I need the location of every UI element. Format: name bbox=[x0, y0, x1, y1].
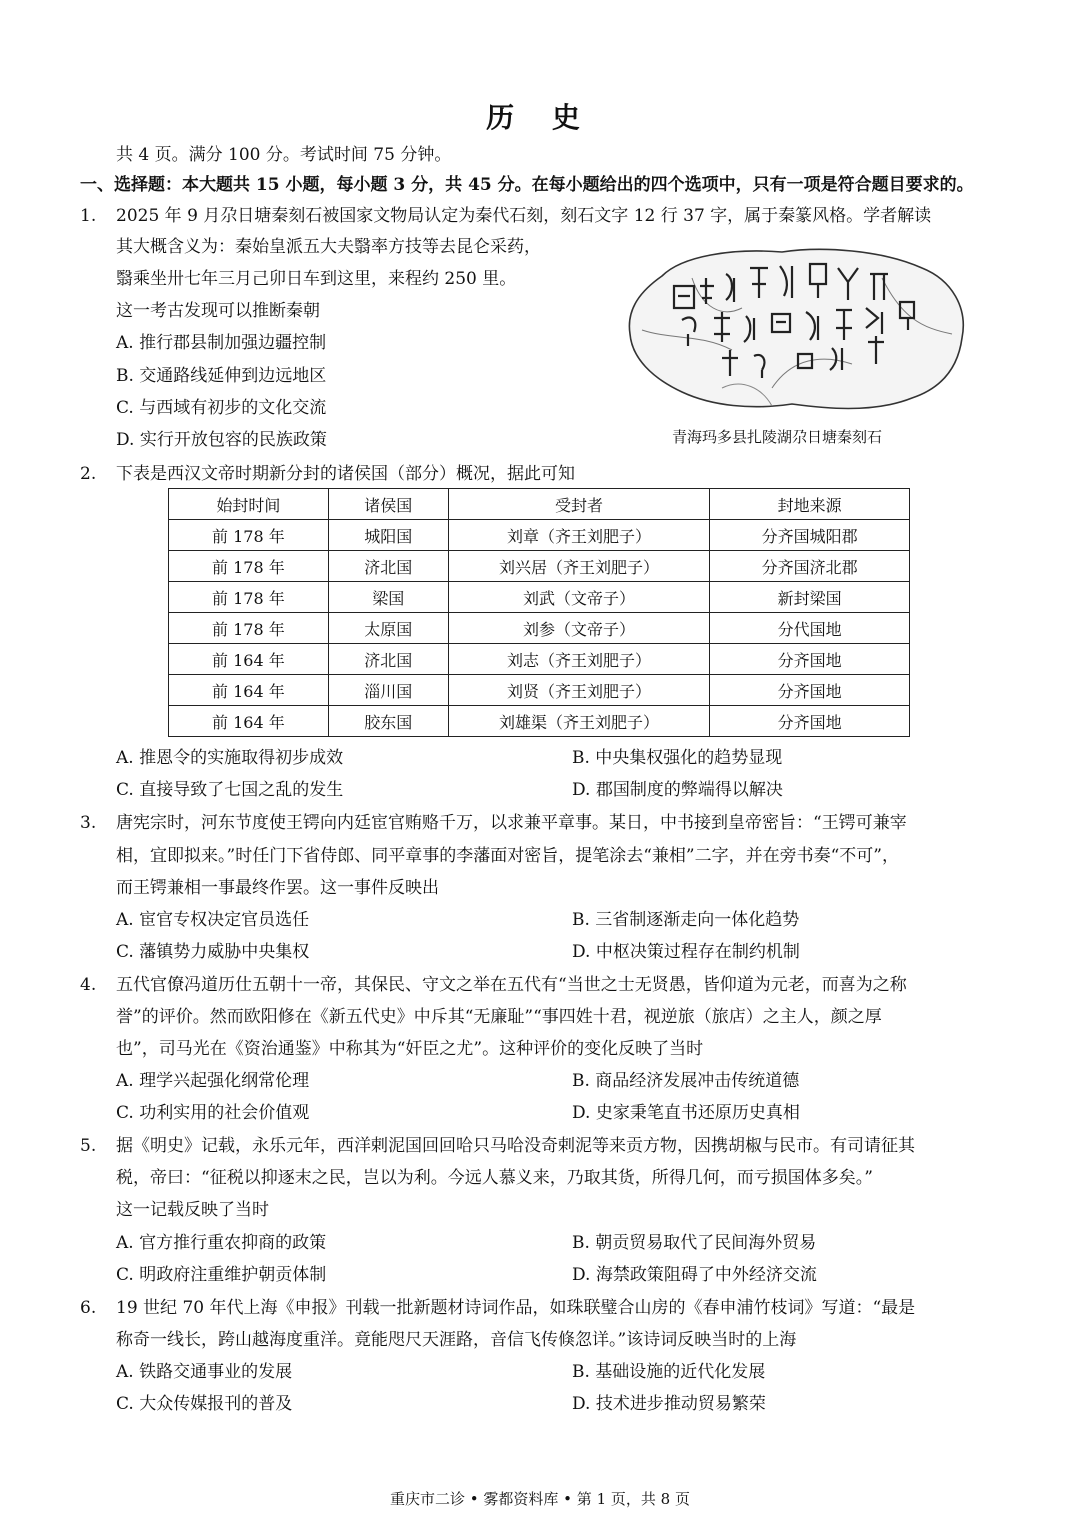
table-cell: 刘贤（齐王刘肥子） bbox=[448, 675, 710, 706]
q1-stem-line: 2025 年 9 月尕日塘秦刻石被国家文物局认定为秦代石刻，刻石文字 12 行 37 字，属于秦篆风格。学者解读 bbox=[116, 206, 932, 226]
table-cell: 城阳国 bbox=[328, 520, 448, 551]
question-number: 3. bbox=[80, 813, 97, 833]
table-cell: 刘志（齐王刘肥子） bbox=[448, 644, 710, 675]
q3-stem-line: 而王锷兼相一事最终作罢。这一事件反映出 bbox=[116, 878, 439, 898]
table-header-cell: 诸侯国 bbox=[328, 489, 448, 520]
table-cell: 分代国地 bbox=[710, 613, 910, 644]
question-number: 4. bbox=[80, 975, 97, 995]
question-number: 5. bbox=[80, 1136, 97, 1156]
q5-option-c[interactable]: C. 明政府注重维护朝贡体制 bbox=[116, 1265, 327, 1285]
q1-option-d[interactable]: D. 实行开放包容的民族政策 bbox=[116, 430, 327, 450]
q6-stem-line: 称奇一线长，跨山越海度重洋。竟能咫尺天涯路，音信飞传倏忽详。”该诗词反映当时的上海 bbox=[116, 1330, 797, 1350]
table-row bbox=[169, 675, 910, 706]
q6-option-b[interactable]: B. 基础设施的近代化发展 bbox=[572, 1362, 766, 1382]
table-cell: 刘武（文帝子） bbox=[448, 582, 710, 613]
vassal-states-table bbox=[168, 488, 910, 737]
table-row bbox=[169, 706, 910, 737]
table-cell: 分齐国地 bbox=[710, 644, 910, 675]
table-cell: 分齐国地 bbox=[710, 706, 910, 737]
q5-stem-line: 这一记载反映了当时 bbox=[116, 1200, 269, 1220]
q1-stem-line: 其大概含义为：秦始皇派五大夫翳率方技等去昆仑采药， bbox=[116, 237, 541, 257]
question-number: 1. bbox=[80, 206, 97, 226]
q6-option-d[interactable]: D. 技术进步推动贸易繁荣 bbox=[572, 1394, 766, 1414]
table-row bbox=[169, 551, 910, 582]
table-cell: 刘参（文帝子） bbox=[448, 613, 710, 644]
q1-option-b[interactable]: B. 交通路线延伸到边远地区 bbox=[116, 366, 327, 386]
q6-stem-line: 19 世纪 70 年代上海《申报》刊载一批新题材诗词作品，如珠联璧合山房的《春申浦竹枝词》写道：“最是 bbox=[116, 1298, 916, 1318]
table-cell: 济北国 bbox=[328, 551, 448, 582]
table-cell: 刘章（齐王刘肥子） bbox=[448, 520, 710, 551]
q4-option-a[interactable]: A. 理学兴起强化纲常伦理 bbox=[116, 1071, 310, 1091]
q5-option-b[interactable]: B. 朝贡贸易取代了民间海外贸易 bbox=[572, 1233, 817, 1253]
table-row bbox=[169, 644, 910, 675]
table-cell: 前 178 年 bbox=[169, 582, 329, 613]
q4-stem-line: 誉”的评价。然而欧阳修在《新五代史》中斥其“无廉耻”“事四姓十君，视逆旅（旅店）之主人，颜之厚 bbox=[116, 1007, 882, 1027]
table-row bbox=[169, 613, 910, 644]
table-cell: 前 164 年 bbox=[169, 675, 329, 706]
q3-option-a[interactable]: A. 宦官专权决定官员选任 bbox=[116, 910, 310, 930]
table-cell: 胶东国 bbox=[328, 706, 448, 737]
table-header-row bbox=[169, 489, 910, 520]
q1-option-a[interactable]: A. 推行郡县制加强边疆控制 bbox=[116, 333, 327, 353]
table-cell: 前 164 年 bbox=[169, 644, 329, 675]
table-cell: 济北国 bbox=[328, 644, 448, 675]
q2-option-a[interactable]: A. 推恩令的实施取得初步成效 bbox=[116, 748, 344, 768]
q6-option-c[interactable]: C. 大众传媒报刊的普及 bbox=[116, 1394, 293, 1414]
question-number: 2. bbox=[80, 464, 97, 484]
table-cell: 分齐国济北郡 bbox=[710, 551, 910, 582]
q3-stem-line: 唐宪宗时，河东节度使王锷向内廷宦官贿赂千万，以求兼平章事。某日，中书接到皇帝密旨：“王锷可兼宰 bbox=[116, 813, 907, 833]
q2-stem: 下表是西汉文帝时期新分封的诸侯国（部分）概况，据此可知 bbox=[116, 464, 575, 484]
q3-option-b[interactable]: B. 三省制逐渐走向一体化趋势 bbox=[572, 910, 800, 930]
exam-info: 共 4 页。满分 100 分。考试时间 75 分钟。 bbox=[116, 145, 452, 165]
table-cell: 前 178 年 bbox=[169, 613, 329, 644]
table-row bbox=[169, 582, 910, 613]
table-cell: 太原国 bbox=[328, 613, 448, 644]
q4-option-c[interactable]: C. 功利实用的社会价值观 bbox=[116, 1103, 310, 1123]
image-caption: 青海玛多县扎陵湖尕日塘秦刻石 bbox=[672, 428, 883, 446]
table-cell: 前 178 年 bbox=[169, 520, 329, 551]
stone-carving-image bbox=[622, 238, 970, 420]
table-header-cell: 始封时间 bbox=[169, 489, 329, 520]
q4-stem-line: 也”，司马光在《资治通鉴》中称其为“奸臣之尤”。这种评价的变化反映了当时 bbox=[116, 1039, 704, 1059]
table-row bbox=[169, 520, 910, 551]
q6-option-a[interactable]: A. 铁路交通事业的发展 bbox=[116, 1362, 293, 1382]
q3-option-d[interactable]: D. 中枢决策过程存在制约机制 bbox=[572, 942, 800, 962]
table-cell: 分齐国地 bbox=[710, 675, 910, 706]
q4-option-d[interactable]: D. 史家秉笔直书还原历史真相 bbox=[572, 1103, 800, 1123]
q1-stem-line: 这一考古发现可以推断秦朝 bbox=[116, 301, 320, 321]
table-header-cell: 受封者 bbox=[448, 489, 710, 520]
q3-option-c[interactable]: C. 藩镇势力威胁中央集权 bbox=[116, 942, 310, 962]
table-cell: 刘雄渠（齐王刘肥子） bbox=[448, 706, 710, 737]
q1-stem-line: 翳乘坐卅七年三月己卯日车到这里，来程约 250 里。 bbox=[116, 269, 517, 289]
table-cell: 前 164 年 bbox=[169, 706, 329, 737]
table-header-cell: 封地来源 bbox=[710, 489, 910, 520]
q4-stem-line: 五代官僚冯道历仕五朝十一帝，其保民、守文之举在五代有“当世之士无贤愚，皆仰道为元老，而喜为之称 bbox=[116, 975, 907, 995]
q2-option-c[interactable]: C. 直接导致了七国之乱的发生 bbox=[116, 780, 344, 800]
q5-option-d[interactable]: D. 海禁政策阻碍了中外经济交流 bbox=[572, 1265, 817, 1285]
q5-stem-line: 税，帝曰：“征税以抑逐末之民，岂以为利。今远人慕义来，乃取其货，所得几何，而亏损国体多矣。” bbox=[116, 1168, 873, 1188]
table-cell: 前 178 年 bbox=[169, 551, 329, 582]
q2-option-d[interactable]: D. 郡国制度的弊端得以解决 bbox=[572, 780, 783, 800]
q5-stem-line: 据《明史》记载，永乐元年，西洋剌泥国回回哈只马哈没奇剌泥等来贡方物，因携胡椒与民市。有司请征其 bbox=[116, 1136, 915, 1156]
page-title: 历 史 bbox=[486, 101, 594, 134]
table-cell: 梁国 bbox=[328, 582, 448, 613]
q2-option-b[interactable]: B. 中央集权强化的趋势显现 bbox=[572, 748, 783, 768]
q5-option-a[interactable]: A. 官方推行重农抑商的政策 bbox=[116, 1233, 327, 1253]
table-cell: 刘兴居（齐王刘肥子） bbox=[448, 551, 710, 582]
table-cell: 淄川国 bbox=[328, 675, 448, 706]
table-cell: 新封梁国 bbox=[710, 582, 910, 613]
question-number: 6. bbox=[80, 1298, 97, 1318]
page-footer: 重庆市二诊 • 雾都资料库 • 第 1 页，共 8 页 bbox=[390, 1490, 690, 1508]
q1-option-c[interactable]: C. 与西域有初步的文化交流 bbox=[116, 398, 327, 418]
table-cell: 分齐国城阳郡 bbox=[710, 520, 910, 551]
section-heading: 一、选择题：本大题共 15 小题，每小题 3 分，共 45 分。在每小题给出的四个选项中，只有一项是符合题目要求的。 bbox=[80, 175, 974, 195]
q3-stem-line: 相，宜即拟来。”时任门下省侍郎、同平章事的李藩面对密旨，提笔涂去“兼相”二字，并在旁书奏“不可”， bbox=[116, 846, 899, 866]
q4-option-b[interactable]: B. 商品经济发展冲击传统道德 bbox=[572, 1071, 800, 1091]
